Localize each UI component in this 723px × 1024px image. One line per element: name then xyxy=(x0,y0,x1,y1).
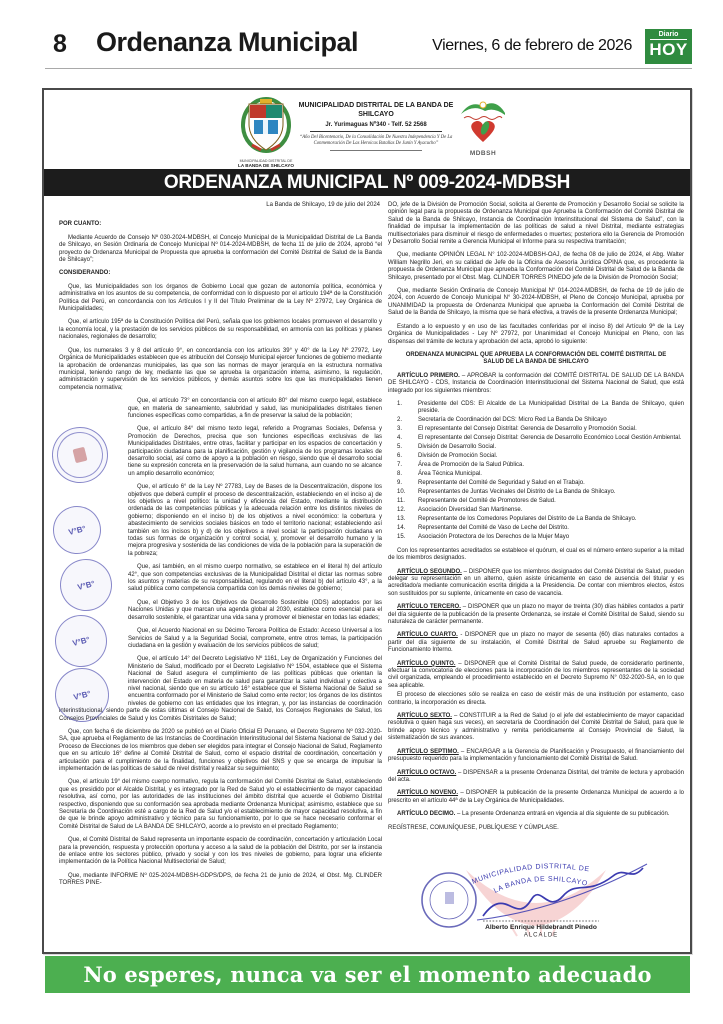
paragraph-text: Que, el artículo 6° de la Ley Nº 27783, Ley de Bases de la Descentralización, dispone los objetivos que deberá cumplir el proceso de descentralización, estableciendo en el inciso a) de los objetivos a nivel político: la unidad y eficiencia del Estado, mediante la distribución ordenada de las competencias públicas y la adecuada relación entre los distintos niveles de gobierno; disponiendo en el inciso b) de los objetivos a nivel económico: la cobertura y abastecimiento de servicios sociales básicos en todo el territorio nacional; estableciendo así también en los incisos b) y d) de los objetivos a nivel social: la participación ciudadana en todas sus formas de organización y control social, y, promover el desarrollo humano y la mejora progresiva y sostenida de las condiciones de vida de la población para la superación de la pobreza; xyxy=(128,484,382,557)
member-number: 4. xyxy=(397,435,403,442)
paragraph xyxy=(59,779,382,831)
letterhead-motto: “Año Del Bicentenario, De la Consolidación De Nuestra Independencia Y De La Conmemoración De Las Heroicas Batallas De Junín Y Ayacucho” xyxy=(299,135,453,146)
letterhead-rule xyxy=(310,131,442,132)
right-paragraphs-top xyxy=(388,202,684,395)
paragraph-text: Que, el artículo 84° del mismo texto legal, referido a Programas Sociales, Defensa y Promoción de Derechos, precisa que son funciones específicas exclusivas de las Municipalidades Distritales, entre otras, facilitar y participar en los espacios de concertación y participación ciudadana para la planificación, gestión y vigilancia de los programas locales de desarrollo social, así como de apoyo a la población en riesgo, siendo que el desarrollo social tiene su expresión concreta en la preservación de la salud humana, aun cuando no se alcance un amplio desarrollo económico; xyxy=(128,426,382,477)
paragraph-label: ARTÍCULO NOVENO. xyxy=(397,790,459,797)
member-number: 7. xyxy=(397,462,403,469)
dateline: La Banda de Shilcayo, 19 de julio del 2024 xyxy=(266,202,380,208)
paragraph xyxy=(59,221,382,228)
paragraph xyxy=(59,837,382,867)
letterhead-rule-2 xyxy=(330,150,422,151)
member-number: 10. xyxy=(397,489,406,496)
member-number: 6. xyxy=(397,453,403,460)
paragraph-text: Que, el Acuerdo Nacional en su Décimo Tercera Política de Estado: Acceso Universal a los Servicios de Salud y a la Seguridad Social, compromete, entre otros temas, la participación ciudadana en la gestión y evaluación de los servicios públicos de salud; xyxy=(128,628,382,649)
member-row xyxy=(388,435,684,442)
mdbsh-caption: MDBSH xyxy=(469,150,497,157)
member-text: Representante del Comité de Seguridad y Salud en el Trabajo. xyxy=(418,480,585,487)
paragraph-text: – CONSTITUIR a la Red de Salud (o el jefe del establecimiento de mayor capacidad resolutiva o quien haga sus veces), en secretaría de Coordinación del Comité Distrital de Salud, para que le brinde apoyo técnico y administrativo y remita periódicamente al Consejo Provincial de Salud, la sistematización de sus avances. xyxy=(388,713,684,742)
member-number: 15. xyxy=(397,534,406,541)
paragraph-text: – ENCARGAR a la Gerencia de Planificación y Presupuesto, el financiamiento del presupuesto requerido para la implementación y funcionamiento del Comité Distrital de Salud. xyxy=(388,748,684,763)
member-text: Asociación Diversidad San Martinense. xyxy=(418,507,523,514)
member-text: Asociación Protectora de los Derechos de la Mujer Mayo xyxy=(418,534,570,541)
right-column xyxy=(388,202,684,938)
paragraph-label: ARTÍCULO OCTAVO. xyxy=(397,769,457,776)
paragraph xyxy=(388,713,684,743)
left-paragraphs xyxy=(59,221,382,887)
member-text: Representante del Comité de Promotores de Salud. xyxy=(418,498,556,505)
paragraph-text: – DISPONER la publicación de la presente Ordenanza Municipal de acuerdo a lo prescrito en el artículo 44ª de la Ley Orgánica de Municipalidades. xyxy=(388,790,684,804)
paragraph-label: ARTÍCULO PRIMERO. xyxy=(397,372,460,379)
page-number: 8 xyxy=(53,30,67,58)
signature-block xyxy=(411,838,661,938)
paragraph xyxy=(388,790,684,805)
member-text: Área Técnica Municipal. xyxy=(418,471,482,478)
paragraph-text: Que, así también, en el mismo cuerpo normativo, se establece en el literal h) del artículo 42°, que son competencias exclusivas de la Municipalidad Distrital el dictar las normas sobre los asuntos y materias de su responsabilidad, regulando en el literal b) del artículo 43°, a la salud pública como competencia compartida con los demás niveles de gobierno; xyxy=(128,564,382,593)
member-row xyxy=(388,417,684,424)
paragraph xyxy=(59,873,382,888)
signature-graphic xyxy=(411,838,661,938)
paragraph-text: Que, mediante OPINIÓN LEGAL N° 102-2024-MDBSH-OAJ, de fecha 08 de julio de 2024, el Abg. Walter William Negrillo Jeri, en su calidad de Jefe de la Oficina de Asesoría Jurídica OPINA que, es procedente la propuesta de Ordenanza Municipal que aprueba la Conformación del Comité Distrital de Salud de la Banda de Shilcayo, presentado por el Obst. Mag. CLINDER TORRES PINEDO jefe de la División de Promoción Social; xyxy=(388,252,684,281)
paragraph xyxy=(388,202,684,246)
paragraph-text: Que, el Objetivo 3 de los Objetivos de Desarrollo Sostenible (ODS) adoptados por las Naciones Unidas y que marcan una agenda global al 2030, establece como esencial para el desarrollo sostenible, el garantizar una vida sana y promover el bienestar en todas las edades; xyxy=(128,599,382,621)
left-column xyxy=(59,202,382,894)
paragraph xyxy=(388,811,684,818)
paragraph xyxy=(59,270,382,277)
coat-of-arms-caption: LA BANDA DE SHILCAYO xyxy=(238,163,294,168)
stamp-arc-text-2: LA BANDA DE SHILCAYO xyxy=(492,875,589,895)
paragraph-text: – APROBAR la conformación del COMITÉ DISTRITAL DE SALUD DE LA BANDA DE SHILCAYO - CDS, Instancia de Coordinación Interinstitucional del Sistema Nacional de Salud, que está integrado por los siguientes miembros: xyxy=(388,372,684,394)
member-text: Representantes de Juntas Vecinales del Distrito de La Banda de Shilcayo. xyxy=(418,489,616,496)
member-row xyxy=(388,534,684,541)
paragraph-text: – La presente Ordenanza entrará en vigencia al día siguiente de su publicación. xyxy=(455,811,670,818)
member-text: Representante de los Comedores Populares del Distrito de La Banda de Shilcayo. xyxy=(418,516,637,523)
member-row xyxy=(388,489,684,496)
paragraph xyxy=(388,252,684,282)
paragraph xyxy=(388,770,684,785)
footer-banner xyxy=(45,956,690,993)
paragraph-text: Que, las Municipalidades son los órganos de Gobierno Local que gozan de autonomía política, económica y administrativa en los asuntos de su competencia, de conformidad con lo dispuesto por el artículo 194ª de la Constitución Política del Perú, en concordancia con los Artículos I y II del Título Preliminar de la Ley Nº 27972, Ley Orgánica de Municipalidades; xyxy=(59,283,382,313)
member-row xyxy=(388,444,684,451)
ordinance-title-banner xyxy=(44,169,690,196)
member-text: El representante del Consejo Distrital: Gerencia de Desarrollo Económico Local Gestión Ambiental. xyxy=(418,435,682,442)
member-row xyxy=(388,525,684,532)
paragraph-text: DO, jefe de la División de Promoción Social, solicita al Gerente de Promoción y Desarrollo Social se solicite la opinión legal para la propuesta de Ordenanza Municipal que Aprueba la Conformación del Comité Distrital de Salud de la Banda de Shilcayo, Instancia de Coordinación Interinstitucional del Sistema de Salud”, con la finalidad de impulsar la implementación de las políticas de salud a nivel Distrital, mediante estrategias multisectoriales para disminuir el riesgo de enfermedades o muertes; posteriora ello la Gerencia de Promoción y Desarrollo Social remite a Gerencia Municipal el Informe para su respectiva tramitación; xyxy=(388,202,684,246)
member-number: 5. xyxy=(397,444,403,451)
municipality-address: Jr. Yurimaguas Nº340 - Telf. 52 2568 xyxy=(325,122,427,128)
paragraph xyxy=(388,548,684,563)
paragraph xyxy=(388,373,684,395)
committee-members-list xyxy=(388,401,684,542)
signatory-role: ALCALDE xyxy=(523,932,559,938)
vobo-stamp-label: V°B° xyxy=(76,578,96,592)
paragraph xyxy=(59,348,382,392)
issue-date: Viernes, 6 de febrero de 2026 xyxy=(432,37,632,54)
member-row xyxy=(388,453,684,460)
member-number: 14. xyxy=(397,525,406,532)
paragraph xyxy=(388,692,684,707)
member-row xyxy=(388,480,684,487)
paragraph-text: Con los representantes acreditados se establece el quórum, el cual es el número entero superior a la mitad de los miembros designados. xyxy=(388,547,684,562)
member-number: 2. xyxy=(397,417,403,424)
paragraph xyxy=(388,324,684,346)
paragraph-text: Mediante Acuerdo de Consejo Nº 030-2024-MDBSH, el Concejo Municipal de la Municipalidad Distrital de La Banda de Shilcayo, en Sesión Ordinaria de Concejo Municipal Nº 014-2024-MDBSH, de fecha 11 de julio de 2024, aprobó “el proyecto de Ordenanza Municipal de Propuesta que aprueba la conformación del Comité Distrital de Salud de la Banda de Shilcayo”; xyxy=(59,234,382,264)
paragraph-text: – DISPONER que los miembros designados del Comité Distrital de Salud, pueden delegar su representación en un alterno, quien asiste únicamente en caso de ausencia del titular y es acreditado/a mediante comunicación escrita dirigida a la Presidencia. De contar con miembros electos, éstos son sustituidos por su suplente, únicamente en caso de vacancia. xyxy=(388,568,684,597)
paragraph-text: Que, con fecha 6 de diciembre de 2020 se publicó en el Diario Oficial El Peruano, el Decreto Supremo Nº 032-2020-SA, que aprueba el Reglamento de las Instancias de Coordinación Interinstitucional del Sistema Nacional de Salud y del Proceso de Elecciones de los miembros que deben ser elegidos para integrar el Consejo Nacional de Salud, Reglamento que en su artículo 16° define al Comité Distrital de Salud, como el espacio distrital de coordinación, concertación y articulación para el cumplimiento de la finalidad, funciones y objetivos del SNS y que se encarga de impulsar la implementación de las políticas de salud de nivel distrital y realizar su seguimiento; xyxy=(59,728,382,772)
paragraph xyxy=(59,319,382,341)
member-text: Presidente del CDS: El Alcalde de La Municipalidad Distrital de La Banda de Shilcayo, quien preside. xyxy=(418,400,684,415)
paragraph-text: POR CUANTO: xyxy=(59,221,102,228)
paragraph-text: ORDENANZA MUNICIPAL QUE APRUEBA LA CONFORMACIÓN DEL COMITÉ DISTRITAL DE SALUD DE LA BANDA DE SHILCAYO xyxy=(405,351,667,366)
vobo-stamp-label: V°B° xyxy=(67,523,87,537)
municipality-name: MUNICIPALIDAD DISTRITAL DE LA BANDA DE SHILCAYO xyxy=(298,102,454,118)
coat-of-arms-graphic xyxy=(239,97,293,153)
paragraph xyxy=(388,632,684,654)
header-divider xyxy=(45,68,692,69)
paragraph-text: Estando a lo expuesto y en uso de las facultades conferidas por el inciso 8) del Artículo 9ª de la Ley Orgánica de Municipalidades - Ley Nº 27972, por Unanimidad el Concejo Municipal en Pleno, con las dispensas del trámite de lectura y aprobación del acta, aprobó lo siguiente: xyxy=(388,323,684,345)
mdbsh-logo-graphic xyxy=(458,98,508,144)
section-title: Ordenanza Municipal xyxy=(96,27,359,57)
member-number: 9. xyxy=(397,480,403,487)
paragraph xyxy=(59,235,382,265)
paragraph-text: Que, mediante INFORME Nº 025-2024-MDBSH-GDPS/DPS, de fecha 21 de junio de 2024, el Obst. Mg. CLINDER TORRES PINE- xyxy=(59,872,382,887)
ordinance-title: ORDENANZA MUNICIPAL Nº 009-2024-MDBSH xyxy=(163,172,571,193)
masthead-name: HOY xyxy=(649,40,688,59)
paragraph xyxy=(59,398,382,420)
paragraph-text: Que, el artículo 19° del mismo cuerpo normativo, regula la conformación del Comité Distrital de Salud, estableciendo que es presidido por el Alcalde Distrital, y es integrado por la Red de Salud y/o el establecimiento de mayor capacidad resolutiva, así como, por las autoridades de las instituciones del ámbito distrital que acuerde el Gobierno Distrital respectivo, disponiendo que su conformación sea aprobada mediante Ordenanza Municipal; asimismo, establece que su Secretaría de Coordinación esté a cargo de la Red de Salud y/o el establecimiento de mayor capacidad resolutiva, a fin de que le brinde apoyo administrativo y técnico para su funcionamiento, por lo que se hace necesario conformar el Comité Distrital de Salud de LA BANDA DE SHILCAYO, acorde a lo previsto en el precitado Reglamento; xyxy=(59,779,382,830)
paragraph-text: Que, el artículo 73° en concordancia con el artículo 80° del mismo cuerpo legal, establece que, en materia de saneamiento, salubridad y salud, las municipalidades distritales tienen funciones específicas como compartidas, a fin de preservar la salud de la población; xyxy=(128,398,382,419)
paragraph-text: Que, el artículo 14° del Decreto Legislativo Nº 1161, Ley de Organización y Funciones del Ministerio de Salud, modificado por el Decreto Legislativo Nº 1504, establece que el Sistema Nacional de Salud asegura el cumplimiento de las políticas públicas que orientan la intervención del Estado en materia de salud para garantizar la salud individual y colectiva a nivel nacional, siendo que en su artículo 16° establece que el Sistema Nacional de Salud se encuentra conformado por el Ministerio de Salud como ente rector; los órganos de los distintos niveles de gobierno con las entidades que los integran, y, por las instancias de coordinación interinstitucional, siendo parte de estas últimas el Consejo Nacional de Salud, los Consejos Regionales de Salud, los Consejos Provinciales de Salud y los Comités Distritales de Salud; xyxy=(59,656,382,722)
member-row xyxy=(388,462,684,469)
paragraph-text: El proceso de elecciones sólo se realiza en caso de existir más de una institución por estamento, caso contrario, la incorporación es directa. xyxy=(388,692,684,706)
member-number: 3. xyxy=(397,426,403,433)
paragraph xyxy=(388,825,684,832)
seal-crest xyxy=(72,447,87,463)
signatory-name: Alberto Enrique Hildebrandt Pinedo xyxy=(485,923,597,931)
member-row xyxy=(388,426,684,433)
paragraph-text: – DISPENSAR a la presente Ordenanza Distrital, del trámite de lectura y aprobación del acta. xyxy=(388,769,684,783)
paragraph-text: - DISPONER que un plazo no mayor de sesenta (60) días naturales contados a partir del día siguiente de su instalación, el Comité Distrital de Salud apruebe su Reglamento de Funcionamiento Interno. xyxy=(388,632,684,654)
member-text: Área de Promoción de la Salud Pública. xyxy=(418,462,525,469)
paragraph xyxy=(388,569,684,599)
member-row xyxy=(388,401,684,416)
ordinance-document xyxy=(42,88,692,954)
paragraph-label: ARTÍCULO SEGUNDO. xyxy=(397,568,462,575)
coat-of-arms-caption-small: MUNICIPALIDAD DISTRITAL DE xyxy=(239,159,293,163)
masthead-top-label: Diario xyxy=(650,31,687,40)
paragraph-text: Que, el Comité Distrital de Salud representa un importante espacio de coordinación, concertación y articulación Local para la prevención, respuesta y protección oportuna y acceso a la salud de la población del Distrito, por ser la instancia de enlace entre los sectores público, privado y social y con los tres niveles de gobierno, para lograr una eficiente implementación de la Política Nacional Multisectorial de Salud; xyxy=(59,837,382,866)
paragraph-text: CONSIDERANDO: xyxy=(59,270,111,277)
member-text: Representante del Comité de Vaso de Leche del Distrito. xyxy=(418,525,569,532)
paragraph-text: – DISPONER que el Comité Distrital de Salud puede, de considerarlo pertinente, efectuar la convocatoria de elecciones para la incorporación de los miembros representantes de la sociedad civil organizada, empleando el procedimiento establecido en el Decreto Supremo N° 032-2020-SA, en lo que sea aplicable. xyxy=(388,660,684,689)
paragraph-text: REGÍSTRESE, COMUNÍQUESE, PUBLÍQUESE Y CÚMPLASE. xyxy=(388,824,559,831)
paragraph-text: – DISPONER que un plazo no mayor de treinta (30) días hábiles contados a partir del día siguiente de la publicación de la presente Ordenanza, se instale el Comité Distrital de Salud, siendo su naturaleza de carácter permanente. xyxy=(388,604,684,625)
member-text: Secretaría de Coordinación del DCS: Micro Red La Banda De Shilcayo xyxy=(418,417,607,424)
paragraph xyxy=(59,729,382,773)
round-official-stamp xyxy=(422,873,476,927)
paragraph xyxy=(388,661,684,691)
paragraph xyxy=(388,749,684,764)
paragraph-text: Que, el artículo 195ª de la Constitución Política del Perú, señala que los gobiernos locales promueven el desarrollo y la economía local, y la prestación de los servicios públicos de su responsabilidad, en armonía con las políticas y planes nacionales, regionales de desarrollo; xyxy=(59,319,382,341)
right-paragraphs-rest xyxy=(388,548,684,832)
paragraph xyxy=(388,604,684,626)
paragraph xyxy=(388,352,684,367)
paragraph-text: Que, los numerales 3 y 8 del artículo 9°, en concordancia con los artículos 39° y 40° de la Ley Nº 27972, Ley Orgánica de Municipalidades establecen que es atribución del Consejo Municipal ejercer funciones de gobierno mediante la aprobación de ordenanzas municipales, las que son las normas de mayor jerarquía en la estructura normativa municipal, teniendo rango de ley, mediante las que se aprueba la organización interna, asimismo, la regulación, administración y supervisión de los servicios públicos, y demás asuntos sobre los que las municipalidades tienen competencia normativa; xyxy=(59,347,382,391)
footer-banner-text: No esperes, nunca va ser el momento adecuado xyxy=(83,962,652,987)
member-text: El representante del Consejo Distrital: Gerencia de Desarrollo y Promoción Social. xyxy=(418,426,637,433)
paragraph-label: ARTÍCULO SEXTO. xyxy=(397,713,452,720)
member-row xyxy=(388,516,684,523)
member-number: 12. xyxy=(397,507,406,514)
member-text: División de Desarrollo Social. xyxy=(418,444,497,451)
paragraph xyxy=(388,288,684,318)
paragraph-label: ARTÍCULO TERCERO. xyxy=(397,604,461,611)
municipal-coat-of-arms-icon xyxy=(237,97,295,168)
vobo-stamp-label: V°B° xyxy=(71,634,91,648)
mdbsh-logo xyxy=(457,98,509,157)
member-number: 11. xyxy=(397,498,405,505)
member-number: 8. xyxy=(397,471,403,478)
paragraph-label: ARTÍCULO QUINTO. xyxy=(397,660,456,667)
paragraph-text: Que, mediante Sesión Ordinaria de Concejo Municipal N° 014-2024-MDBSH, de fecha de 19 de julio de 2024, con Acuerdo de Concejo Municipal N° 30-2024-MDBSH, el Pleno de Concejo Municipal, aprueba por UNANIMIDAD la propuesta de Ordenanza Municipal que aprueba la Conformación del Comité Distrital de Salud de la Banda de Shilcayo, la misma que se hará efectiva, a través de la presente Ordenanza Municipal; xyxy=(388,288,684,317)
member-row xyxy=(388,498,684,505)
member-row xyxy=(388,471,684,478)
diario-hoy-logo xyxy=(645,29,692,64)
paragraph-label: ARTÍCULO CUARTO. xyxy=(397,632,458,639)
letterhead-text xyxy=(296,102,456,151)
member-number: 13. xyxy=(397,516,406,523)
member-text: División de Promoción Social. xyxy=(418,453,498,460)
vobo-stamp-label: V°B° xyxy=(72,688,92,702)
paragraph xyxy=(59,284,382,314)
paragraph-label: ARTÍCULO SEPTIMO. xyxy=(397,748,459,755)
paragraph-label: ARTÍCULO DECIMO. xyxy=(397,811,456,818)
member-row xyxy=(388,507,684,514)
stamp-arc-text-1: MUNICIPALIDAD DISTRITAL DE xyxy=(471,863,591,886)
member-number: 1. xyxy=(397,400,403,407)
